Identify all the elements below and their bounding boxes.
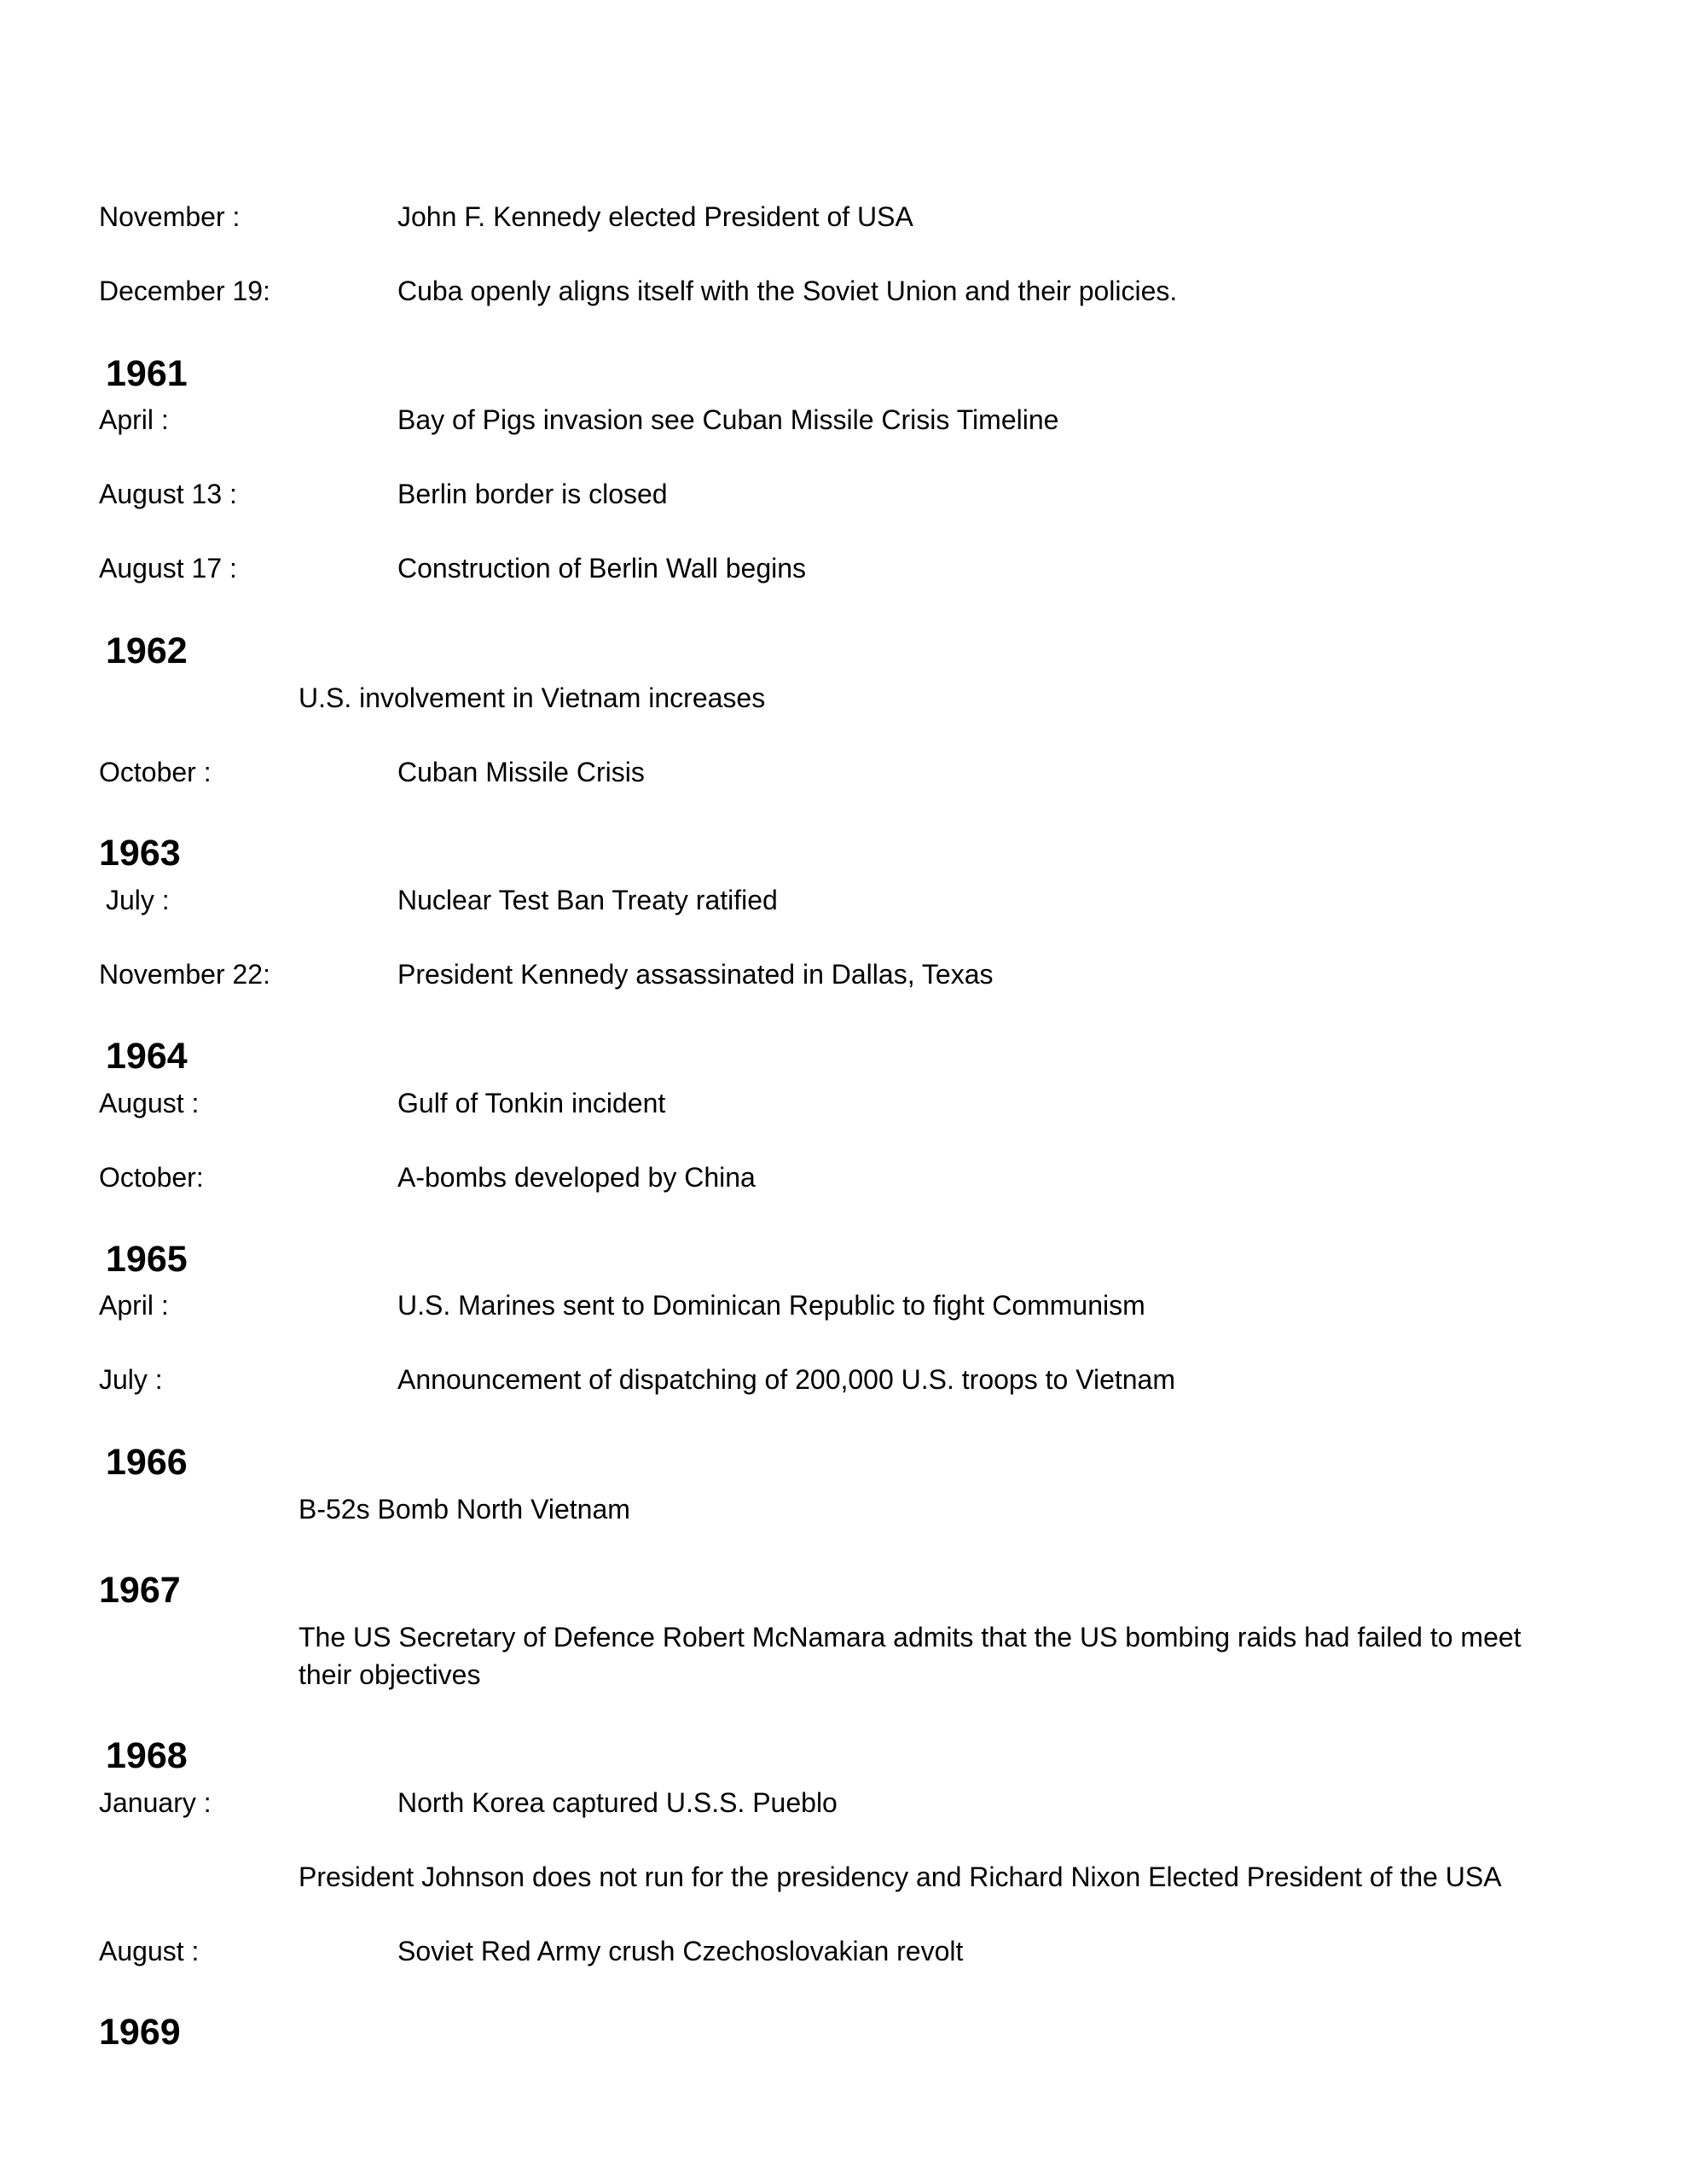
entry-event: Cuba openly aligns itself with the Soviet Union and their policies. (397, 276, 1178, 306)
entry-date: November : (99, 201, 241, 232)
entry-date: July : (99, 1364, 163, 1395)
entry-event: Nuclear Test Ban Treaty ratified (397, 885, 778, 915)
entry-event: Soviet Red Army crush Czechoslovakian revolt (397, 1936, 964, 1966)
entry-event: U.S. Marines sent to Dominican Republic to fight Communism (397, 1290, 1145, 1321)
year-heading-1964: 1964 (106, 1036, 188, 1077)
year-heading-1968: 1968 (106, 1735, 188, 1776)
year-heading-1965: 1965 (106, 1239, 188, 1280)
year-heading-1963: 1963 (99, 833, 181, 874)
entry-date: April : (99, 1290, 169, 1321)
entry-event: North Korea captured U.S.S. Pueblo (397, 1787, 838, 1818)
entry-event: Cuban Missile Crisis (397, 757, 645, 787)
entry-event: Bay of Pigs invasion see Cuban Missile Crisis Timeline (397, 404, 1059, 435)
year-heading-1969: 1969 (99, 2012, 181, 2053)
entry-date: July : (106, 885, 170, 915)
year-heading-1962: 1962 (106, 630, 188, 671)
year-note: President Johnson does not run for the presidency and Richard Nixon Elected President of the USA (299, 1862, 1502, 1892)
entry-date: April : (99, 404, 169, 435)
entry-date: October : (99, 757, 212, 787)
year-note: B-52s Bomb North Vietnam (299, 1494, 630, 1525)
year-heading-1967: 1967 (99, 1570, 181, 1611)
entry-event: John F. Kennedy elected President of USA (397, 201, 913, 232)
entry-event: Gulf of Tonkin incident (397, 1088, 666, 1118)
year-note: U.S. involvement in Vietnam increases (299, 682, 766, 713)
entry-event: Construction of Berlin Wall begins (397, 553, 807, 584)
entry-date: November 22: (99, 959, 270, 990)
entry-date: January : (99, 1787, 212, 1818)
entry-event: Berlin border is closed (397, 479, 668, 509)
entry-date: August 17 : (99, 553, 237, 584)
entry-date: October: (99, 1162, 204, 1193)
entry-date: August : (99, 1936, 200, 1966)
entry-date: December 19: (99, 276, 270, 306)
entry-event: Announcement of dispatching of 200,000 U.S. troops to Vietnam (397, 1364, 1175, 1395)
year-heading-1966: 1966 (106, 1442, 188, 1483)
year-heading-1961: 1961 (106, 353, 188, 394)
entry-event: President Kennedy assassinated in Dallas, Texas (397, 959, 994, 990)
entry-date: August : (99, 1088, 200, 1118)
entry-event: A-bombs developed by China (397, 1162, 756, 1193)
year-note: The US Secretary of Defence Robert McNamara admits that the US bombing raids had failed to meet their objectives (299, 1622, 1522, 1690)
entry-date: August 13 : (99, 479, 237, 509)
